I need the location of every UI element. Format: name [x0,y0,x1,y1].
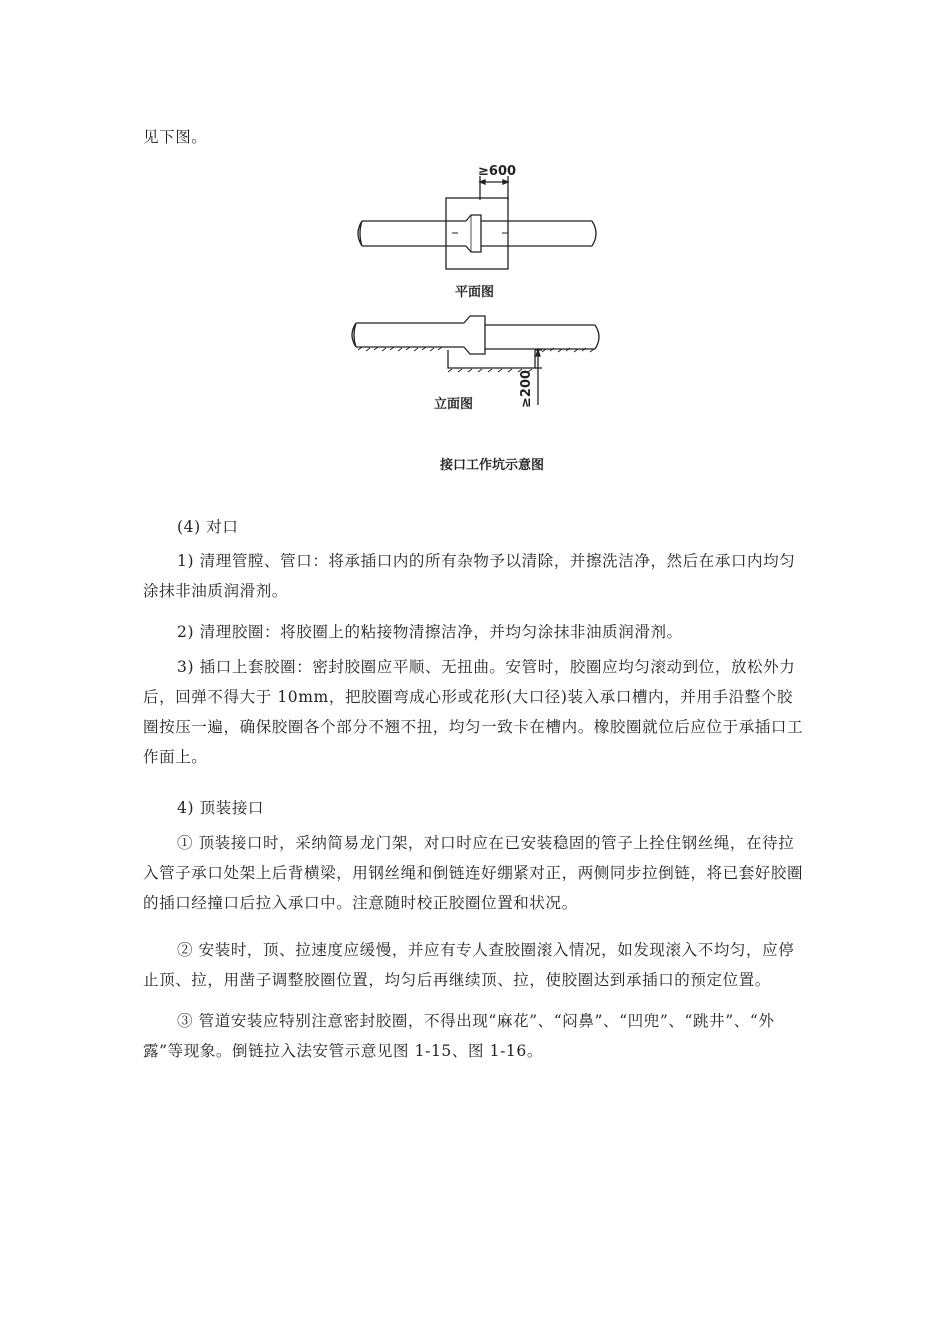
elevation-view-label: 立面图 [434,397,474,412]
paragraph-step-3: ③ 管道安装应特别注意密封胶圈，不得出现“麻花”、“闷鼻”、“凹兜”、“跳井”、“外露”等现象。倒链拉入法安管示意见图 1-15、图 1-16。 [143,1012,775,1060]
plan-socket [466,215,481,252]
dim-200-label: ≥200 [519,369,534,408]
elev-pit [448,350,535,368]
joint-pit-figure [330,160,620,490]
intro-text: 见下图。 [143,128,208,146]
plan-view-label: 平面图 [455,285,495,300]
paragraph-fit-gasket: 3) 插口上套胶圈：密封胶圈应平顺、无扭曲。安管时，胶圈应均匀滚动到位，放松外力后，回弹不得大于 10mm，把胶圈弯成心形或花形(大口径)装入承口槽内，并用手沿整个胶圈按压一遍，确保胶圈各个部分不翘不扭，均匀一致卡在槽内。橡胶圈就位后应位于承插口工作面上。 [143,658,804,766]
elev-pipe-left [356,323,464,347]
paragraph-step-1: ① 顶装接口时，采纳简易龙门架，对口时应在已安装稳固的管子上拴住钢丝绳，在待拉入管子承口处架上后背横梁，用钢丝绳和倒链连好绷紧对正，两侧同步拉倒链，将已套好胶圈的插口经撞口后拉入承口中。注意随时校正胶圈位置和状况。 [143,834,804,912]
section-heading-duikou: (4) 对口 [177,518,239,536]
elev-socket [464,316,485,354]
plan-pipe-left [362,221,466,246]
paragraph-step-2: ② 安装时，顶、拉速度应缓慢，并应有专人查胶圈滚入情况，如发现滚入不均匀，应停止顶、拉，用凿子调整胶圈位置，均匀后再继续顶、拉，使胶圈达到承插口的预定位置。 [143,941,795,989]
dim-600-line [480,176,508,200]
paragraph-clean-gasket: 2) 清理胶圈：将胶圈上的粘接物清擦洁净，并均匀涂抹非油质润滑剂。 [177,623,683,641]
subsection-heading-push-joint: 4) 顶装接口 [177,799,265,817]
plan-pipe-right [481,221,592,246]
paragraph-clean-pipe: 1) 清理管膛、管口：将承插口内的所有杂物予以清除，并擦洗洁净，然后在承口内均匀涂抹非油质润滑剂。 [143,552,796,600]
elev-pipe-right [485,325,595,349]
figure-caption: 接口工作坑示意图 [440,458,545,473]
joint-pit-diagram [330,160,620,490]
dim-200-line [535,350,542,405]
dim-600-label: ≥600 [478,164,517,179]
